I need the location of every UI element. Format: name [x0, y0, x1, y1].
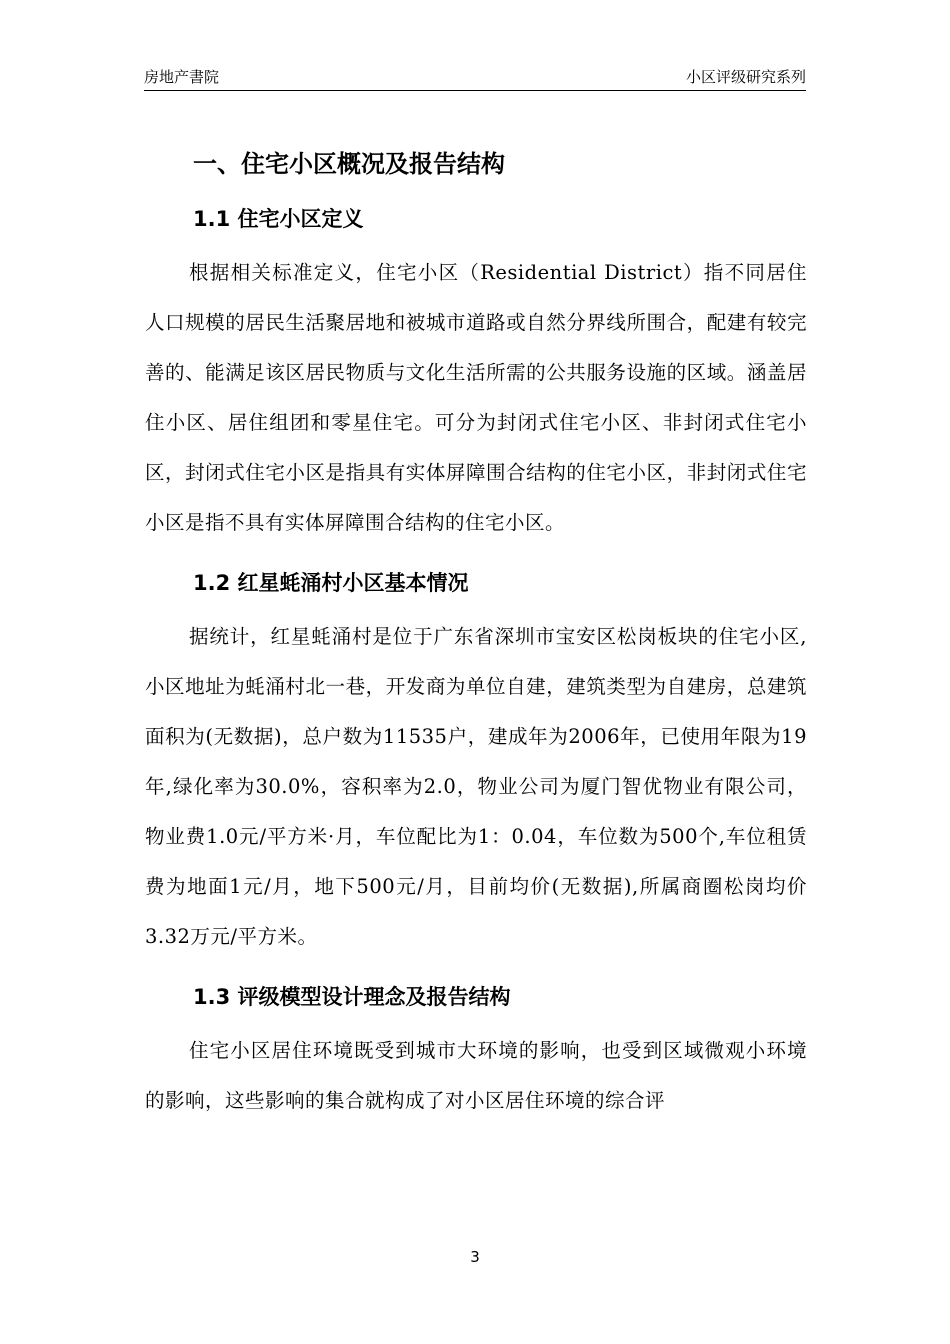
subsection-title-1-1: 1.1 住宅小区定义 — [193, 207, 364, 231]
paragraph-basic-info: 据统计，红星蚝涌村是位于广东省深圳市宝安区松岗板块的住宅小区,小区地址为蚝涌村北一巷，开发商为单位自建，建筑类型为自建房，总建筑面积为(无数据)，总户数为11535户，建成年为2006年，已使用年限为19年,绿化率为30.0%，容积率为2.0，物业公司为厦门智优物业有限公司，物业费1.0元/平方米·月，车位配比为1：0.04，车位数为500个,车位租赁费为地面1元/月，地下500元/月，目前均价(无数据),所属商圈松岗均价3.32万元/平方米。 — [145, 625, 807, 948]
page-number: 3 — [470, 1248, 480, 1266]
header-publisher: 房地产書院 — [144, 68, 220, 86]
paragraph-model-design: 住宅小区居住环境既受到城市大环境的影响，也受到区域微观小环境的影响，这些影响的集合就构成了对小区居住环境的综合评 — [145, 1039, 807, 1112]
paragraph-definition: 根据相关标准定义，住宅小区（Residential District）指不同居住人口规模的居民生活聚居地和被城市道路或自然分界线所围合，配建有较完善的、能满足该区居民物质与文化生活所需的公共服务设施的区域。涵盖居住小区、居住组团和零星住宅。可分为封闭式住宅小区、非封闭式住宅小区，封闭式住宅小区是指具有实体屏障围合结构的住宅小区，非封闭式住宅小区是指不具有实体屏障围合结构的住宅小区。 — [145, 261, 807, 534]
header-series: 小区评级研究系列 — [685, 68, 806, 86]
page-body — [145, 138, 807, 1132]
subsection-title-1-2: 1.2 红星蚝涌村小区基本情况 — [193, 571, 469, 595]
section-title: 一、住宅小区概况及报告结构 — [193, 150, 505, 178]
page-header — [144, 64, 806, 91]
subsection-title-1-3: 1.3 评级模型设计理念及报告结构 — [193, 985, 511, 1009]
